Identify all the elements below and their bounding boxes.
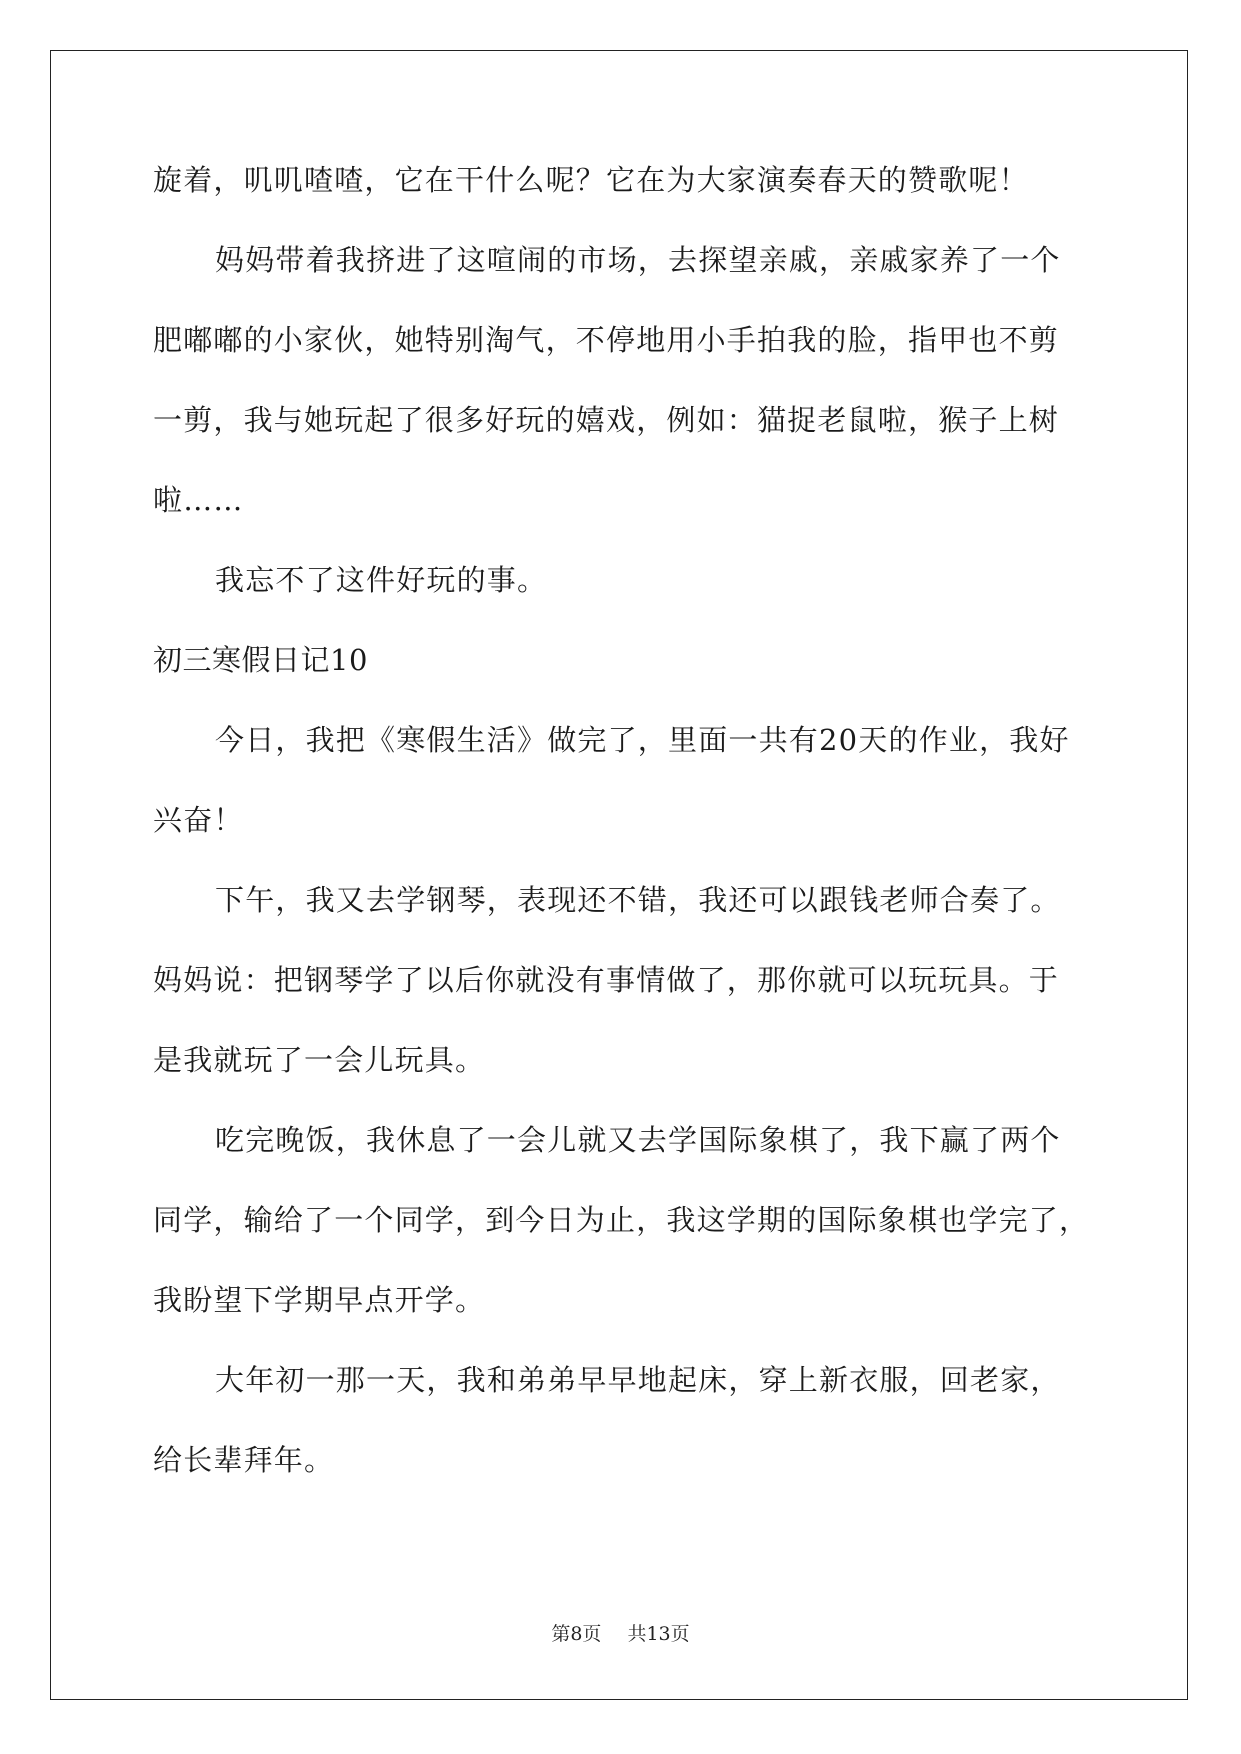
- paragraph-start-line: 吃完晚饭，我休息了一会儿就又去学国际象棋了，我下赢了两个: [215, 1123, 1061, 1157]
- text-line: 一剪，我与她玩起了很多好玩的嬉戏，例如：猫捉老鼠啦，猴子上树: [153, 403, 1060, 437]
- text-line: 肥嘟嘟的小家伙，她特别淘气，不停地用小手拍我的脸，指甲也不剪: [153, 323, 1060, 357]
- section-heading: 初三寒假日记10: [153, 643, 368, 677]
- paragraph-start-line: 今日，我把《寒假生活》做完了，里面一共有20天的作业，我好: [215, 723, 1070, 757]
- text-line: 是我就玩了一会儿玩具。: [153, 1043, 486, 1077]
- text-line: 兴奋！: [153, 803, 244, 837]
- paragraph-start-line: 我忘不了这件好玩的事。: [215, 563, 548, 597]
- page-footer: [0, 1622, 1241, 1646]
- text-line: 同学，输给了一个同学，到今日为止，我这学期的国际象棋也学完了，: [153, 1203, 1090, 1237]
- text-line: 旋着，叽叽喳喳，它在干什么呢？它在为大家演奏春天的赞歌呢！: [153, 163, 1029, 197]
- page-number-current: 第8页: [551, 1623, 602, 1645]
- text-line: 给长辈拜年。: [153, 1443, 335, 1477]
- document-body: [153, 160, 1093, 1520]
- paragraph-start-line: 下午，我又去学钢琴，表现还不错，我还可以跟钱老师合奏了。: [215, 883, 1061, 917]
- page-number-total: 共13页: [627, 1623, 690, 1645]
- text-line: 啦……: [153, 483, 244, 517]
- text-line: 妈妈说：把钢琴学了以后你就没有事情做了，那你就可以玩玩具。于: [153, 963, 1060, 997]
- text-line: 我盼望下学期早点开学。: [153, 1283, 486, 1317]
- paragraph-start-line: 妈妈带着我挤进了这喧闹的市场，去探望亲戚，亲戚家养了一个: [215, 243, 1061, 277]
- paragraph-start-line: 大年初一那一天，我和弟弟早早地起床，穿上新衣服，回老家，: [215, 1363, 1061, 1397]
